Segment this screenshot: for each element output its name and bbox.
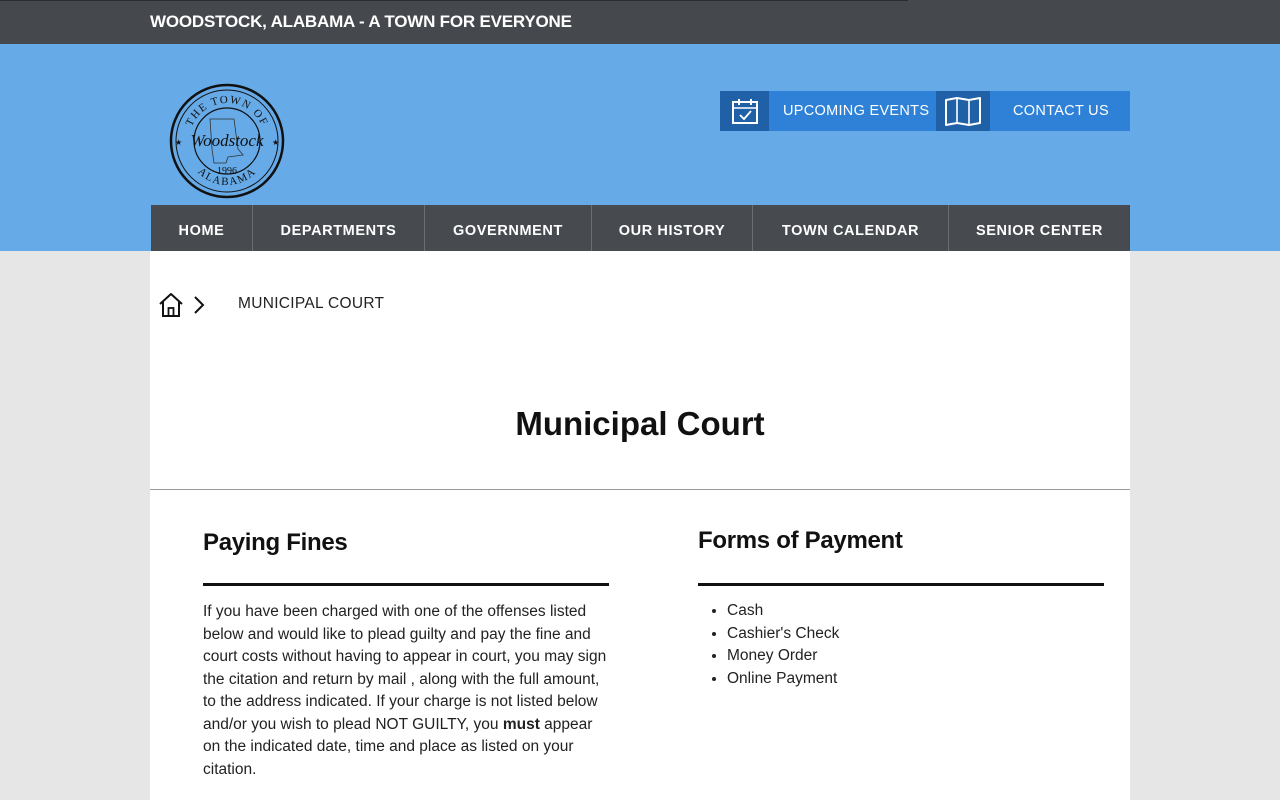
list-item: • Cashier's Check bbox=[727, 623, 1104, 646]
page-title: Municipal Court bbox=[515, 405, 765, 442]
top-bar bbox=[0, 0, 1280, 44]
nav-senior-center[interactable]: SENIOR CENTER bbox=[975, 223, 1104, 239]
main-navigation bbox=[151, 205, 1130, 251]
svg-text:★: ★ bbox=[272, 138, 280, 147]
seal-top-text: THE TOWN OF bbox=[183, 93, 271, 129]
paying-fines-heading: Paying Fines bbox=[203, 529, 348, 556]
calendar-check-icon bbox=[720, 91, 769, 131]
quick-links bbox=[720, 91, 1130, 131]
seal-graphic bbox=[168, 83, 286, 199]
paying-fines-emphasis: must bbox=[502, 715, 540, 733]
nav-our-history[interactable]: OUR HISTORY bbox=[592, 205, 753, 251]
paying-fines-divider bbox=[203, 583, 609, 586]
nav-departments[interactable]: DEPARTMENTS bbox=[253, 205, 425, 251]
nav-government[interactable]: GOVERNMENT bbox=[425, 205, 592, 251]
svg-text:★: ★ bbox=[175, 138, 183, 147]
contact-us-link[interactable] bbox=[936, 91, 1130, 131]
home-icon bbox=[158, 292, 184, 318]
forms-of-payment-heading: Forms of Payment bbox=[698, 527, 903, 554]
forms-of-payment-divider bbox=[698, 583, 1104, 586]
paying-fines-text-part1: If you have been charged with one of the offenses listed below and would like to plead guilty and pay the fine and court costs without having to appear in court, you may sign the citation and return by mail , along with the full amount, to the address indicated. If your charge is not listed below and/or you wish to plead NOT GUILTY, you bbox=[203, 603, 607, 733]
site-tagline: WOODSTOCK, ALABAMA - A TOWN FOR EVERYONE bbox=[150, 12, 572, 31]
contact-us-label: CONTACT US bbox=[990, 91, 1130, 131]
seal-script-text: Woodstock bbox=[190, 131, 264, 150]
breadcrumb-current: MUNICIPAL COURT bbox=[238, 295, 385, 312]
main-content bbox=[150, 251, 1130, 800]
nav-home[interactable]: HOME bbox=[151, 205, 253, 251]
paying-fines-section bbox=[203, 529, 609, 781]
paying-fines-text bbox=[203, 601, 609, 781]
seal-year: 1996 bbox=[217, 166, 237, 177]
paying-fines-text-part2: appear on the indicated date, time and place as listed on your citation. bbox=[203, 715, 593, 778]
breadcrumb bbox=[158, 291, 206, 319]
top-accent-line bbox=[0, 0, 908, 1]
forms-of-payment-section bbox=[698, 527, 1104, 690]
payment-methods-list bbox=[698, 600, 1104, 690]
svg-text:THE TOWN OF bbox=[184, 94, 271, 128]
upcoming-events-label: UPCOMING EVENTS bbox=[769, 91, 936, 131]
list-item: • Online Payment bbox=[727, 668, 1104, 691]
chevron-right-icon bbox=[192, 295, 206, 315]
seal-bottom-text: ALABAMA bbox=[195, 165, 259, 189]
upcoming-events-link[interactable] bbox=[720, 91, 936, 131]
map-icon bbox=[936, 91, 990, 131]
town-seal-logo[interactable] bbox=[168, 83, 286, 199]
list-item: • Money Order bbox=[727, 645, 1104, 668]
nav-town-calendar[interactable]: TOWN CALENDAR bbox=[753, 205, 949, 251]
list-item: • Cash bbox=[727, 600, 1104, 623]
breadcrumb-home-link[interactable] bbox=[158, 292, 184, 318]
title-divider bbox=[150, 489, 1130, 490]
